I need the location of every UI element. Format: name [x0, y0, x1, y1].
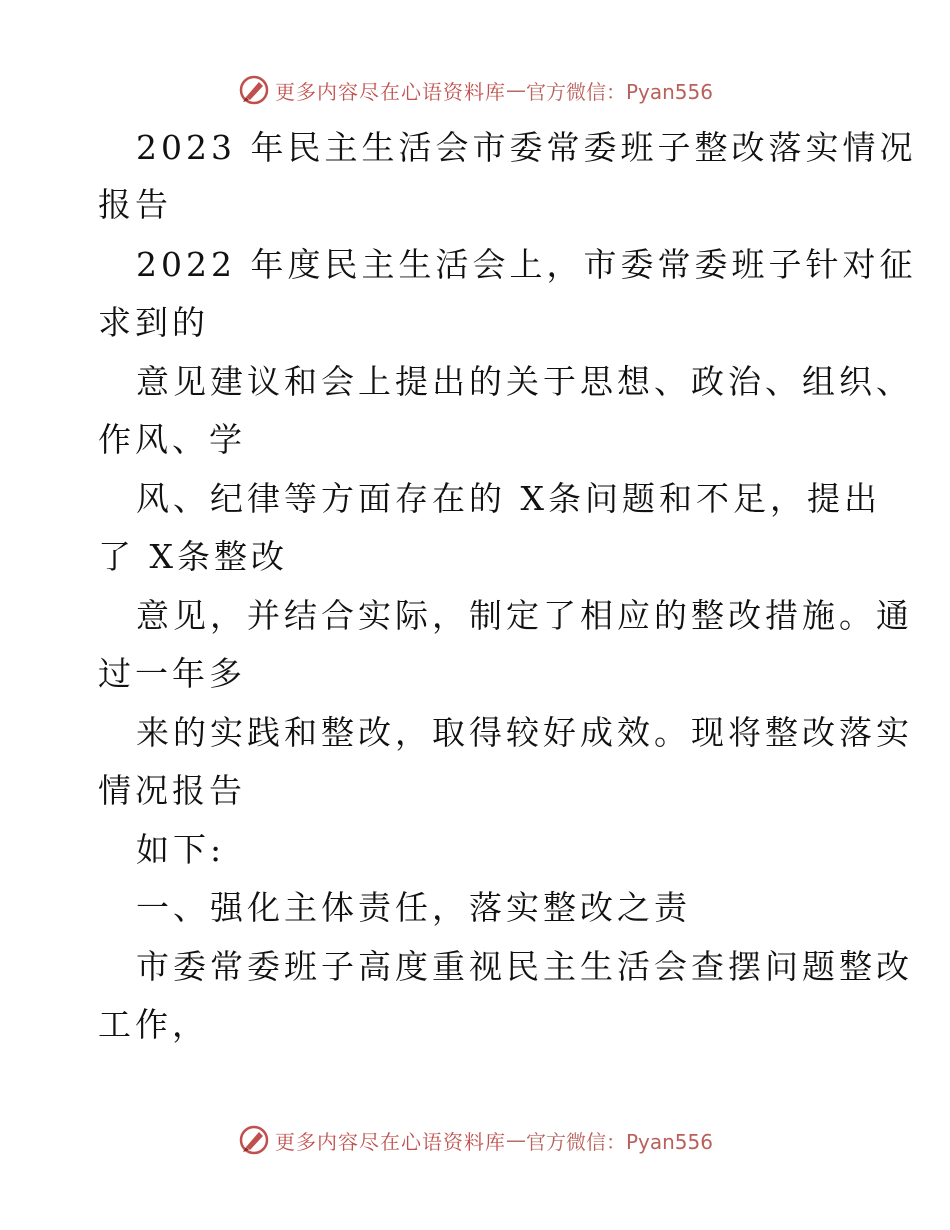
watermark-dash: —: [505, 78, 526, 102]
section-heading: 一、强化主体责任，落实整改之责: [136, 888, 691, 927]
watermark-dash: —: [505, 1128, 526, 1152]
watermark-wechat: 官方微信：Pyan556: [525, 79, 713, 104]
pen-nib-circle-icon: [237, 73, 271, 107]
watermark-text: 更多内容尽在心语资料库: [274, 1129, 506, 1154]
watermark-text: 更多内容尽在心语资料库: [274, 79, 506, 104]
document-title-line-2: 报告: [98, 185, 172, 224]
paragraph-line: 如下:: [136, 830, 226, 869]
paragraph-line: 工作，: [98, 1005, 209, 1044]
document-title-line-1: 2023 年民主生活会市委常委班子整改落实情况: [136, 128, 917, 167]
paragraph-line: 市委常委班子高度重视民主生活会查摆问题整改: [136, 947, 913, 986]
paragraph-line: 意见建议和会上提出的关于思想、政治、组织、: [136, 362, 913, 401]
paragraph-line: 意见，并结合实际，制定了相应的整改措施。通: [136, 596, 913, 635]
paragraph-line: 来的实践和整改，取得较好成效。现将整改落实: [136, 713, 913, 752]
pen-nib-circle-icon: [237, 1123, 271, 1157]
paragraph-line: 了 X条整改: [98, 537, 288, 576]
paragraph-line: 求到的: [98, 303, 209, 342]
paragraph-line: 风、纪律等方面存在的 X条问题和不足，提出: [136, 479, 881, 518]
header-watermark: [0, 70, 950, 110]
paragraph-line: 情况报告: [98, 771, 246, 810]
paragraph-line: 作风、学: [98, 420, 246, 459]
footer-watermark: [0, 1120, 950, 1160]
watermark-wechat: 官方微信：Pyan556: [525, 1129, 713, 1154]
paragraph-line: 过一年多: [98, 654, 246, 693]
paragraph-line: 2022 年度民主生活会上，市委常委班子针对征: [136, 245, 917, 284]
